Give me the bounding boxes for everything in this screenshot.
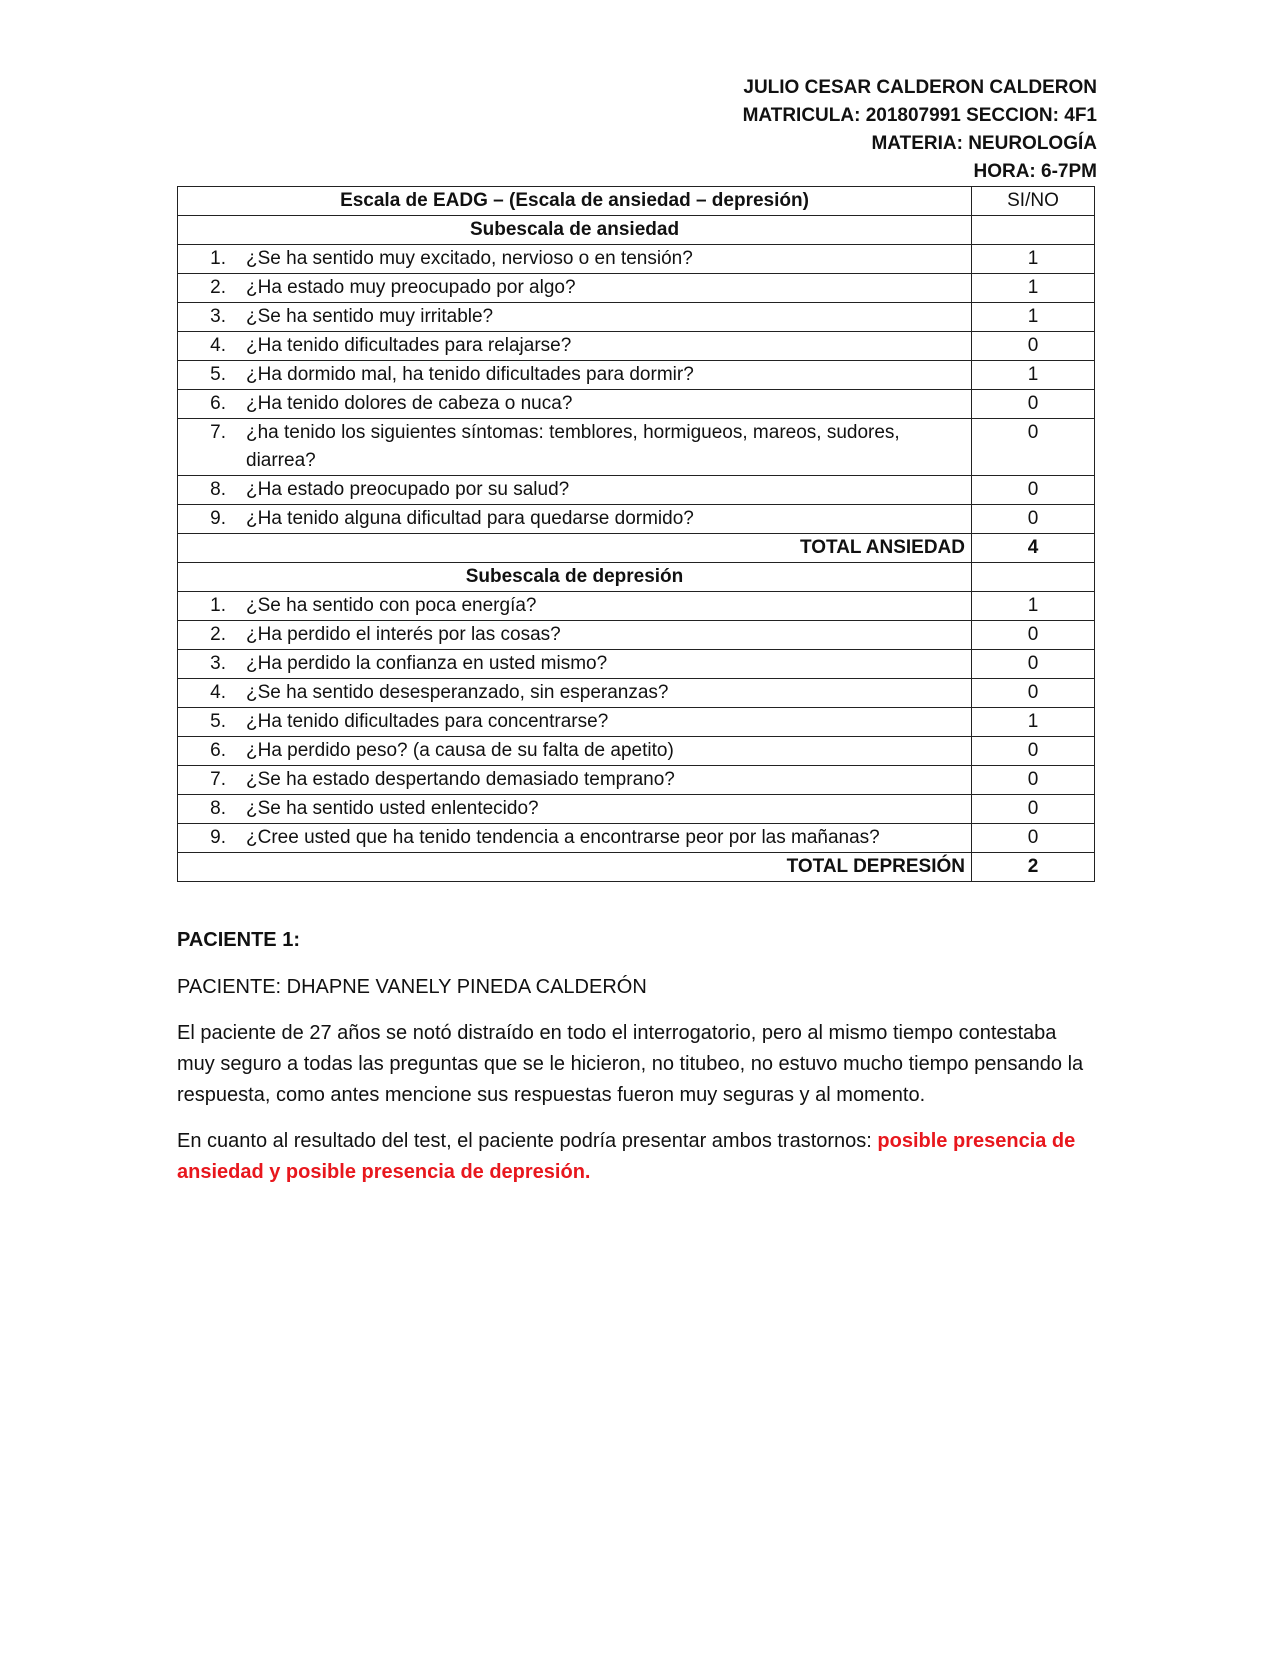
question — [184, 795, 965, 823]
question-number: 4. — [210, 335, 226, 356]
table-row — [178, 592, 1095, 621]
class-time: HORA: 6-7PM — [973, 161, 1097, 182]
eadg-scale-table — [177, 186, 1095, 882]
question-text: ¿Se ha sentido usted enlentecido? — [246, 798, 539, 819]
question-text: ¿Se ha estado despertando demasiado temprano? — [246, 769, 675, 790]
depression-question-cell — [178, 766, 972, 795]
course-subject: MATERIA: NEUROLOGÍA — [871, 133, 1097, 154]
depression-heading-row — [178, 563, 1095, 592]
question — [184, 361, 965, 389]
table-row — [178, 505, 1095, 534]
anxiety-question-cell — [178, 476, 972, 505]
question-text: ¿Ha perdido la confianza en usted mismo? — [246, 653, 608, 674]
question — [184, 824, 965, 852]
table-row — [178, 390, 1095, 419]
table-row — [178, 621, 1095, 650]
question-number: 6. — [210, 393, 226, 414]
depression-question-cell — [178, 708, 972, 737]
table-row — [178, 419, 1095, 476]
answer-value: 0 — [972, 621, 1095, 650]
student-matricula: MATRICULA: 201807991 SECCION: 4F1 — [742, 105, 1097, 126]
question-text: ¿Ha dormido mal, ha tenido dificultades para dormir? — [246, 364, 694, 385]
answer-value: 0 — [972, 419, 1095, 476]
question-number: 2. — [210, 624, 226, 645]
question-number: 7. — [210, 422, 226, 443]
question-number: 1. — [210, 248, 226, 269]
question-number: 8. — [210, 479, 226, 500]
answer-value: 0 — [972, 476, 1095, 505]
question-text: ¿Ha perdido el interés por las cosas? — [246, 624, 561, 645]
table-row — [178, 679, 1095, 708]
question-number: 3. — [210, 653, 226, 674]
question-text: ¿Ha tenido dolores de cabeza o nuca? — [246, 393, 573, 414]
table-row — [178, 708, 1095, 737]
anxiety-question-cell — [178, 332, 972, 361]
answer-value: 0 — [972, 679, 1095, 708]
patient-section-label: PACIENTE 1: — [177, 929, 300, 951]
question-number: 6. — [210, 740, 226, 761]
question — [184, 737, 965, 765]
answer-value: 0 — [972, 795, 1095, 824]
answer-value: 0 — [972, 332, 1095, 361]
anxiety-question-cell — [178, 505, 972, 534]
question-number: 7. — [210, 769, 226, 790]
anxiety-question-cell — [178, 303, 972, 332]
question — [184, 650, 965, 678]
answer-value: 0 — [972, 505, 1095, 534]
table-row — [178, 737, 1095, 766]
question-text: ¿Ha tenido dificultades para relajarse? — [246, 335, 572, 356]
question-text: ¿Ha estado muy preocupado por algo? — [246, 277, 576, 298]
table-row — [178, 795, 1095, 824]
answer-value: 1 — [972, 592, 1095, 621]
depression-total-label: TOTAL DEPRESIÓN — [178, 853, 972, 882]
depression-heading: Subescala de depresión — [178, 563, 972, 592]
question-text: ¿Se ha sentido con poca energía? — [246, 595, 537, 616]
question-number: 9. — [210, 508, 226, 529]
answer-value: 1 — [972, 708, 1095, 737]
question-number: 9. — [210, 827, 226, 848]
depression-question-cell — [178, 592, 972, 621]
depression-total-row — [178, 853, 1095, 882]
anxiety-question-cell — [178, 390, 972, 419]
question-text: ¿Se ha sentido desesperanzado, sin esperanzas? — [246, 682, 669, 703]
table-row — [178, 650, 1095, 679]
table-row — [178, 245, 1095, 274]
question — [184, 476, 965, 504]
question-text: ¿Se ha sentido muy irritable? — [246, 306, 494, 327]
table-row — [178, 766, 1095, 795]
question-number: 3. — [210, 306, 226, 327]
answer-value: 0 — [972, 766, 1095, 795]
answer-value: 1 — [972, 274, 1095, 303]
question — [184, 708, 965, 736]
anxiety-heading: Subescala de ansiedad — [178, 216, 972, 245]
depression-total-value: 2 — [972, 853, 1095, 882]
anxiety-total-label: TOTAL ANSIEDAD — [178, 534, 972, 563]
question — [184, 303, 965, 331]
student-header — [743, 74, 1097, 186]
anxiety-heading-row — [178, 216, 1095, 245]
question — [184, 274, 965, 302]
question — [184, 419, 965, 475]
question-text: ¿Se ha sentido muy excitado, nervioso o en tensión? — [246, 248, 693, 269]
question-number: 4. — [210, 682, 226, 703]
answer-value: 1 — [972, 245, 1095, 274]
question-number: 2. — [210, 277, 226, 298]
table-header-row — [178, 187, 1095, 216]
question — [184, 505, 965, 533]
question-text: ¿ha tenido los siguientes síntomas: temblores, hormigueos, mareos, sudores, diarrea? — [246, 422, 900, 471]
table-row — [178, 824, 1095, 853]
anxiety-total-row — [178, 534, 1095, 563]
answer-value: 0 — [972, 650, 1095, 679]
table-row — [178, 332, 1095, 361]
answer-value: 1 — [972, 361, 1095, 390]
student-name: JULIO CESAR CALDERON CALDERON — [743, 77, 1097, 98]
question — [184, 245, 965, 273]
anxiety-total-value: 4 — [972, 534, 1095, 563]
question-number: 5. — [210, 711, 226, 732]
anxiety-question-cell — [178, 361, 972, 390]
conclusion-lead: En cuanto al resultado del test, el paciente podría presentar ambos trastornos: — [177, 1130, 878, 1152]
question-text: ¿Cree usted que ha tenido tendencia a encontrarse peor por las mañanas? — [246, 827, 880, 848]
question-number: 1. — [210, 595, 226, 616]
question — [184, 332, 965, 360]
question-text: ¿Ha tenido dificultades para concentrarse? — [246, 711, 609, 732]
depression-question-cell — [178, 679, 972, 708]
observation-paragraph: El paciente de 27 años se notó distraído en todo el interrogatorio, pero al mismo tiempo contestaba muy seguro a todas las preguntas que se le hicieron, no titubeo, no estuvo mucho tiempo pensando la respuesta, como antes mencione sus respuestas fueron muy seguras y al momento. — [177, 1022, 1084, 1106]
table-row — [178, 361, 1095, 390]
table-title: Escala de EADG – (Escala de ansiedad – depresión) — [178, 187, 972, 216]
question-text: ¿Ha tenido alguna dificultad para quedarse dormido? — [246, 508, 694, 529]
answer-value: 0 — [972, 737, 1095, 766]
anxiety-question-cell — [178, 274, 972, 303]
answer-value: 0 — [972, 390, 1095, 419]
question-text: ¿Ha perdido peso? (a causa de su falta de apetito) — [246, 740, 674, 761]
question — [184, 621, 965, 649]
question — [184, 679, 965, 707]
depression-question-cell — [178, 650, 972, 679]
answer-value: 0 — [972, 824, 1095, 853]
table-row — [178, 476, 1095, 505]
anxiety-question-cell — [178, 245, 972, 274]
depression-question-cell — [178, 621, 972, 650]
question — [184, 592, 965, 620]
question — [184, 766, 965, 794]
question — [184, 390, 965, 418]
depression-question-cell — [178, 824, 972, 853]
patient-report — [177, 925, 1097, 1203]
answer-column-header: SI/NO — [972, 187, 1095, 216]
depression-question-cell — [178, 795, 972, 824]
depression-question-cell — [178, 737, 972, 766]
table-row — [178, 274, 1095, 303]
question-number: 8. — [210, 798, 226, 819]
answer-value: 1 — [972, 303, 1095, 332]
question-text: ¿Ha estado preocupado por su salud? — [246, 479, 570, 500]
patient-name-line: PACIENTE: DHAPNE VANELY PINEDA CALDERÓN — [177, 976, 647, 998]
conclusion-highlight: posible presencia de ansiedad y posible presencia de depresión. — [177, 1130, 1076, 1183]
question-number: 5. — [210, 364, 226, 385]
anxiety-heading-answer-cell — [972, 216, 1095, 245]
conclusion-paragraph — [177, 1126, 1097, 1188]
anxiety-question-cell — [178, 419, 972, 476]
depression-heading-answer-cell — [972, 563, 1095, 592]
table-row — [178, 303, 1095, 332]
